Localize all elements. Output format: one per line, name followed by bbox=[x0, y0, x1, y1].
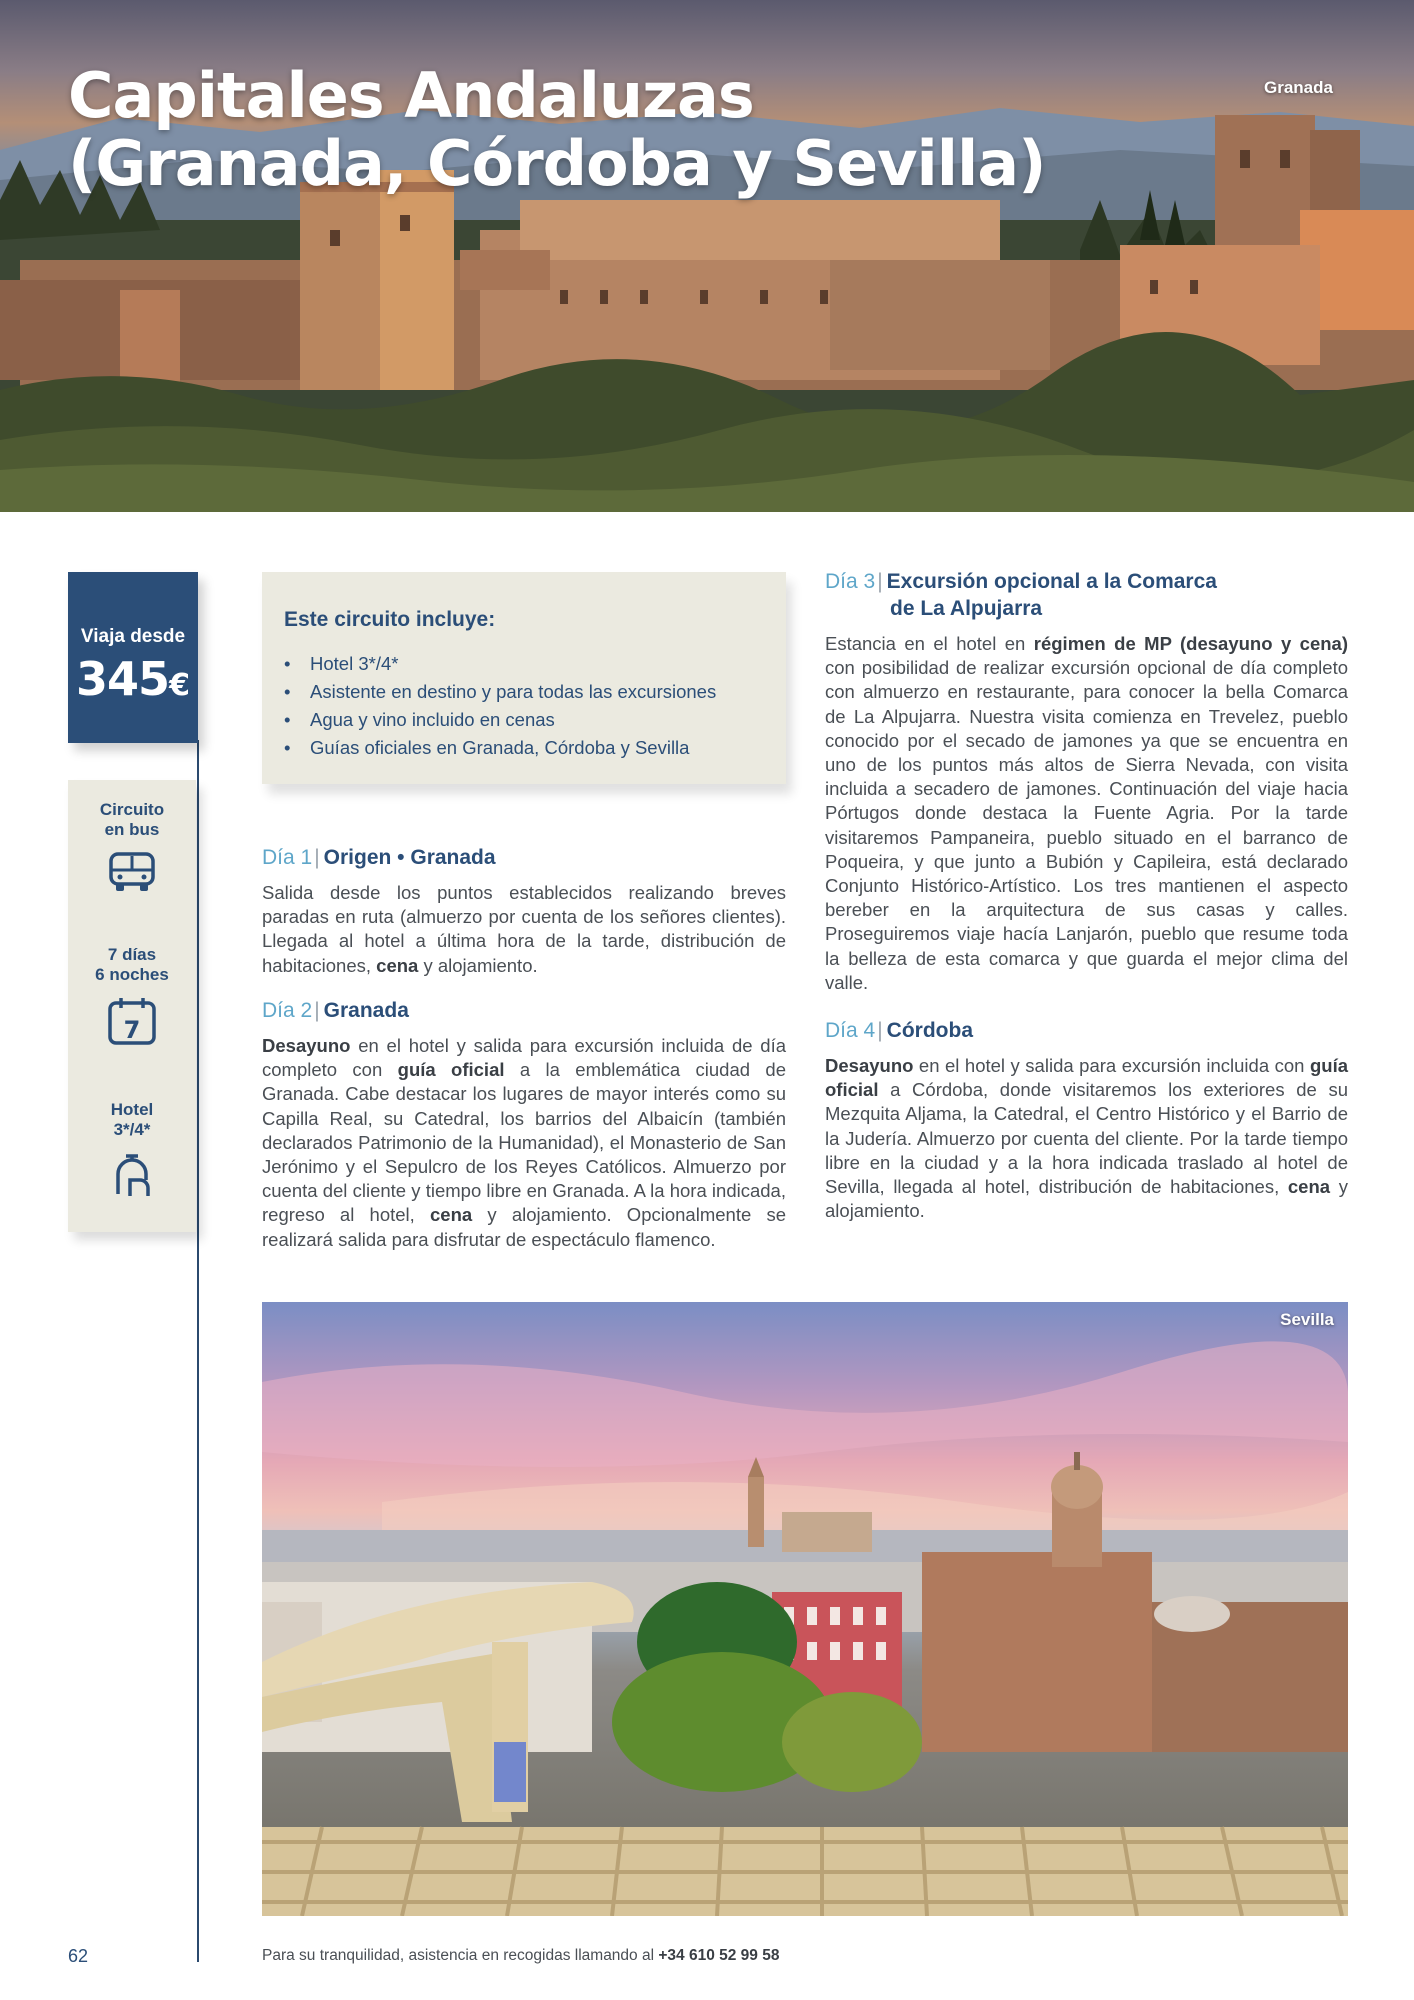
day-4-text-part: en el hotel y salida para excursión incluida con bbox=[913, 1055, 1310, 1076]
day-4-title: Córdoba bbox=[886, 1019, 973, 1042]
itinerary-day-2 bbox=[262, 997, 786, 1252]
day-2-text bbox=[262, 1034, 786, 1252]
itinerary-day-4 bbox=[825, 1017, 1348, 1223]
page-title bbox=[68, 59, 1046, 200]
includes-item: • Guías oficiales en Granada, Córdoba y Sevilla bbox=[284, 734, 716, 762]
page-title-line2: (Granada, Córdoba y Sevilla) bbox=[68, 127, 1046, 200]
day-1-text-part: Salida desde los puntos establecidos realizando breves paradas en ruta (almuerzo por cuenta de los señores clientes). Llegada al hotel a última hora de la tarde, distribución de habitaciones, bbox=[262, 882, 786, 976]
hero-image-granada bbox=[0, 0, 1414, 512]
day-4-bold: cena bbox=[1287, 1176, 1331, 1198]
info-hotel bbox=[68, 1100, 196, 1202]
includes-box bbox=[262, 572, 786, 784]
page-number: 62 bbox=[68, 1946, 89, 1966]
info-duration-label: 7 días 6 noches bbox=[95, 945, 169, 984]
price-amount: 345 bbox=[76, 652, 170, 706]
day-4-number: Día 4 bbox=[825, 1019, 876, 1042]
footer-phone: +34 610 52 99 58 bbox=[658, 1947, 780, 1964]
day-2-bold: cena bbox=[430, 1204, 473, 1226]
day-3-title-line2: de La Alpujarra bbox=[890, 597, 1043, 620]
photo-caption-sevilla: Sevilla bbox=[1280, 1310, 1334, 1329]
info-transport-label: Circuito en bus bbox=[99, 800, 165, 839]
day-4-bold: guía oficial bbox=[825, 1055, 1348, 1101]
day-2-bold: guía oficial bbox=[397, 1059, 505, 1081]
day-2-bold: Desayuno bbox=[262, 1035, 351, 1056]
day-2-number: Día 2 bbox=[262, 999, 313, 1022]
day-4-text bbox=[825, 1054, 1348, 1223]
day-4-text-part: y alojamiento. bbox=[825, 1176, 1348, 1222]
day-3-text bbox=[825, 632, 1348, 995]
sevilla-photo bbox=[262, 1302, 1348, 1916]
info-hotel-label: Hotel 3*/4* bbox=[110, 1100, 154, 1139]
day-2-separator: | bbox=[314, 999, 320, 1022]
day-1-heading bbox=[262, 844, 786, 871]
footer-note bbox=[262, 1947, 779, 1965]
day-4-text-part: a Córdoba, donde visitaremos los exteriores de su Mezquita Aljama, la Catedral, el Centro Histórico y el Barrio de la Judería. Almuerzo por cuenta del cliente. Por la tarde tiempo libre en la ciudad y a la hora indicada traslado al hotel de Sevilla, llegada al hotel, distribución de habitaciones, bbox=[825, 1079, 1348, 1198]
day-2-text-part: en el hotel y salida para excursión incluida de día completo con bbox=[262, 1035, 786, 1081]
day-3-text-part: con posibilidad de realizar excursión opcional de día completo con almuerzo en restaurante, para conocer la bella Comarca de La Alpujarra. Nuestra visita comienza en Trevelez, pueblo conocido por el secado de jamones ya que se encuentra en uno de los puntos más altos de Sierra Nevada, con visita incluida a secadero de jamones. Continuación del viaje hacia Pórtugos donde destaca la Fuente Agria. Por la tarde visitaremos Pampaneira, pueblo situado en el barranco de Poqueira, y que junto a Bubión y Capileira, está declarado Conjunto Histórico-Artístico. Los tres mantienen el aspecto bereber en la arquitectura de sus casas y calles. Proseguiremos viaje hacía Lanjarón, pueblo que resume toda la belleza de esta comarca y que guarda el mejor clima del valle. bbox=[825, 657, 1348, 993]
day-1-bold: cena bbox=[376, 954, 419, 976]
day-3-bold: régimen de MP (desayuno y cena) bbox=[1033, 633, 1349, 654]
day-1-number: Día 1 bbox=[262, 846, 313, 869]
price-currency: € bbox=[169, 668, 190, 703]
calendar-icon bbox=[106, 995, 158, 1047]
info-transport bbox=[68, 800, 196, 894]
day-1-title: Origen • Granada bbox=[323, 846, 496, 869]
calendar-number: 7 bbox=[123, 1016, 141, 1044]
photo-caption-granada: Granada bbox=[1264, 78, 1333, 97]
day-3-number: Día 3 bbox=[825, 570, 876, 593]
itinerary-day-1 bbox=[262, 844, 786, 978]
left-vertical-rule bbox=[197, 740, 199, 1962]
trip-info-panel bbox=[68, 780, 196, 1232]
sevilla-illustration bbox=[262, 1302, 1348, 1916]
day-3-heading bbox=[825, 568, 1348, 622]
itinerary-day-3 bbox=[825, 568, 1348, 995]
info-duration bbox=[68, 945, 196, 1047]
day-1-text bbox=[262, 881, 786, 978]
footer-note-text: Para su tranquilidad, asistencia en recogidas llamando al bbox=[262, 1947, 659, 1964]
day-2-heading bbox=[262, 997, 786, 1024]
day-3-title-line1: Excursión opcional a la Comarca bbox=[886, 570, 1217, 593]
includes-title: Este circuito incluye: bbox=[284, 608, 496, 631]
day-1-text-part: y alojamiento. bbox=[418, 954, 538, 976]
day-4-heading bbox=[825, 1017, 1348, 1044]
day-2-text-part: a la emblemática ciudad de Granada. Cabe destacar los lugares de mayor interés como su Capilla Real, su Catedral, los barrios del Albaicín (también declarados Patrimonio de la Humanidad), el Monasterio de San Jerónimo y el Sepulcro de los Reyes Católicos. Almuerzo por cuenta del cliente y tiempo libre en Granada. A la hora indicada, regreso al hotel, bbox=[262, 1059, 786, 1226]
price-badge bbox=[68, 572, 198, 743]
price-value bbox=[68, 652, 198, 706]
day-2-text-part: y alojamiento. Opcionalmente se realizará salida para disfrutar de espectáculo flamenco. bbox=[262, 1204, 786, 1250]
day-4-bold: Desayuno bbox=[825, 1055, 914, 1076]
includes-item: • Agua y vino incluido en cenas bbox=[284, 706, 716, 734]
includes-item: • Hotel 3*/4* bbox=[284, 650, 716, 678]
includes-list bbox=[284, 650, 716, 762]
day-4-separator: | bbox=[877, 1019, 883, 1042]
includes-item: • Asistente en destino y para todas las excursiones bbox=[284, 678, 716, 706]
day-3-separator: | bbox=[877, 570, 883, 593]
bus-icon bbox=[107, 850, 157, 894]
day-1-separator: | bbox=[314, 846, 320, 869]
hotel-bell-icon bbox=[106, 1150, 158, 1202]
day-2-title: Granada bbox=[323, 999, 409, 1022]
price-label: Viaja desde bbox=[80, 626, 186, 647]
day-3-text-part: Estancia en el hotel en bbox=[825, 633, 1034, 654]
page-title-line1: Capitales Andaluzas bbox=[68, 59, 754, 132]
